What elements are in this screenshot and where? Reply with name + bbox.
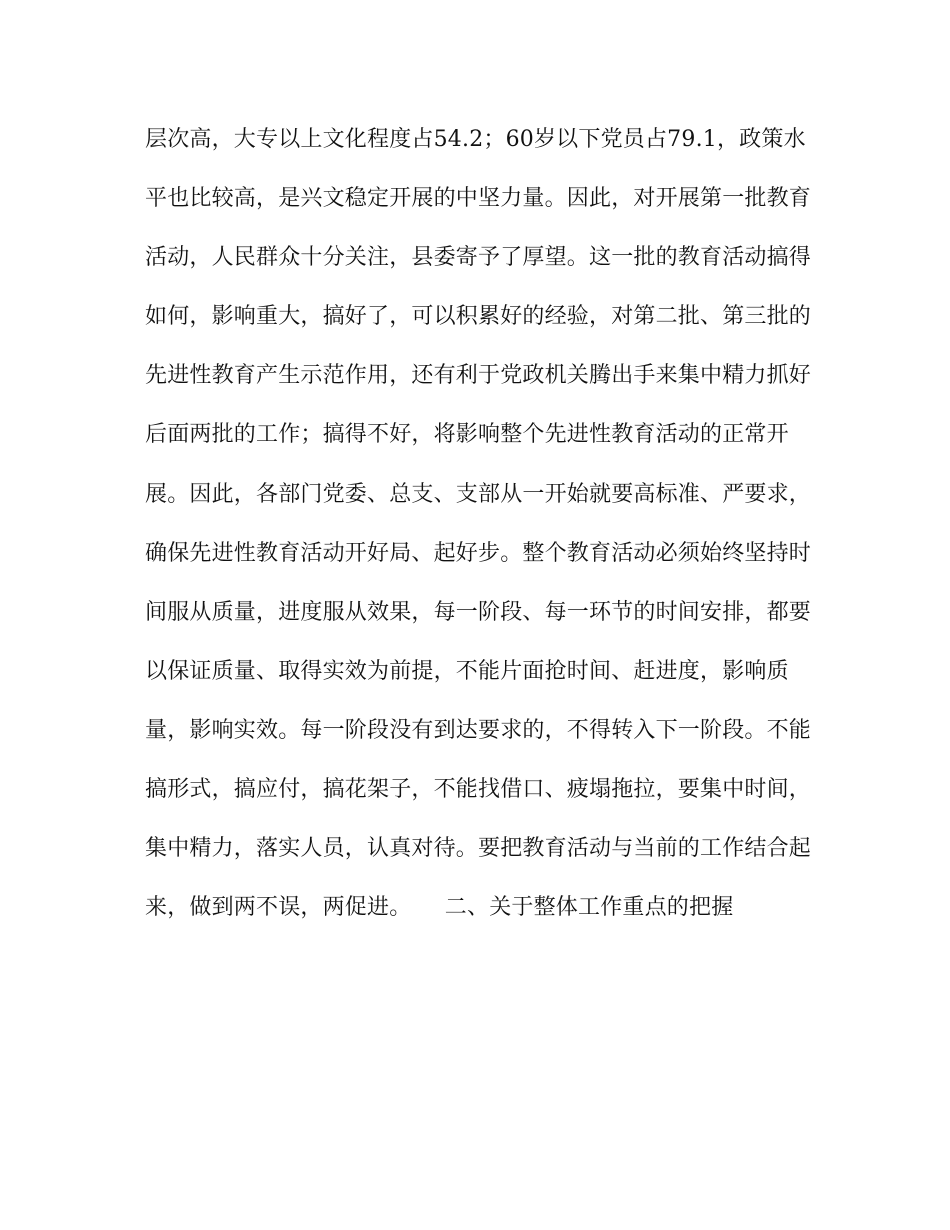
text-line-12: 搞形式，搞应付，搞花架子，不能找借口、疲塌拖拉，要集中时间， [145,777,812,803]
text-line-3: 活动，人民群众十分关注，县委寄予了厚望。这一批的教育活动搞得 [145,245,812,271]
text-line-2: 平也比较高，是兴文稳定开展的中坚力量。因此，对开展第一批教育 [145,186,812,212]
text-line-8: 确保先进性教育活动开好局、起好步。整个教育活动必须始终坚持时 [145,540,812,566]
text-line-9: 间服从质量，进度服从效果，每一阶段、每一环节的时间安排，都要 [145,599,812,625]
text-line-13: 集中精力，落实人员，认真对待。要把教育活动与当前的工作结合起 [145,836,812,862]
body-text [145,118,815,945]
text-line-7: 展。因此，各部门党委、总支、支部从一开始就要高标准、严要求， [145,481,812,507]
text-line-1: 层次高，大专以上文化程度占54.2；60岁以下党员占79.1，政策水 [145,127,806,152]
text-line-5: 先进性教育产生示范作用，还有利于党政机关腾出手来集中精力抓好 [145,363,812,389]
text-line-10: 以保证质量、取得实效为前提，不能片面抢时间、赶进度，影响质 [145,658,789,684]
text-line-4: 如何，影响重大，搞好了，可以积累好的经验，对第二批、第三批的 [145,304,812,330]
text-line-11: 量，影响实效。每一阶段没有到达要求的，不得转入下一阶段。不能 [145,717,812,743]
text-line-14: 来，做到两不误，两促进。 二、关于整体工作重点的把握 [145,895,734,921]
text-line-6: 后面两批的工作；搞得不好，将影响整个先进性教育活动的正常开 [145,422,789,448]
